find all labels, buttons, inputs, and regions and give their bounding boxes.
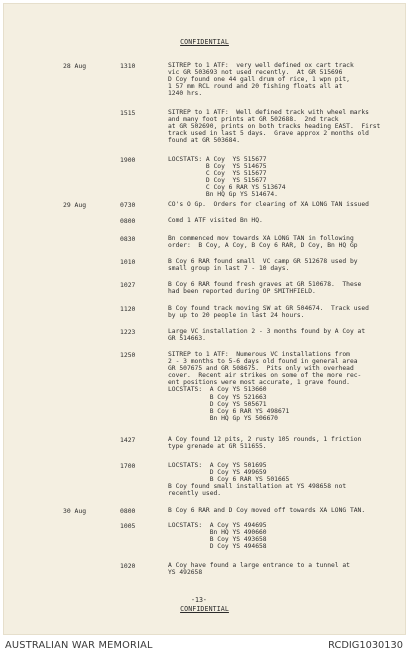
entry-line: D Coy YS 499659 (168, 469, 267, 477)
entry-line: B Coy YS 521663 (168, 393, 267, 401)
entry-text (168, 62, 400, 97)
entry-line: LOCSTATS: A Coy YS 494695 (168, 522, 267, 529)
entry-line: cover. Recent air strikes on some of the more rec- (168, 372, 362, 380)
entry-time: 1020 (120, 562, 136, 570)
entry-line: 2 - 3 months to 5-6 days old found in general area (168, 358, 358, 366)
entry-line: type grenade at GR 511655. (168, 443, 267, 451)
entry-text (168, 328, 400, 342)
entry-line: B Coy YS 493658 (168, 536, 267, 544)
entry-text (168, 522, 400, 550)
entry-time: 1310 (120, 62, 136, 70)
entry-line: B Coy 6 RAR found small VC camp GR 512678 used by (168, 258, 358, 265)
entry-time: 1010 (120, 258, 136, 266)
entry-line: 1 57 mm RCL round and 20 fishing floats all at (168, 83, 343, 91)
entry-line: Bn commenced mov towards XA LONG TAN in following (168, 235, 354, 242)
entry-time: 1120 (120, 305, 136, 313)
entry-text (168, 436, 400, 450)
entry-time: 0730 (120, 201, 136, 209)
entry-line: B Coy found track moving SW at GR 504674. Track used (168, 305, 369, 312)
entry-time: 1223 (120, 328, 136, 336)
entry-line: by up to 20 people in last 24 hours. (168, 312, 305, 320)
entry-text (168, 201, 400, 208)
entry-text (168, 507, 400, 514)
entry-date: 28 Aug (63, 62, 87, 70)
entry-time: 1900 (120, 156, 136, 164)
archive-reference: RCDIG1030130 (328, 640, 403, 651)
entry-line: CO's O Gp. Orders for clearing of XA LONG TAN issued (168, 201, 369, 208)
entry-line: found at GR 503684. (168, 137, 241, 145)
entry-line: Bn HQ Gp YS 506670 (168, 414, 278, 422)
entry-line: GR 507675 and GR 508675. Pits only with overhead (168, 365, 354, 373)
entry-line: B Coy 6 RAR YS 498671 (168, 407, 290, 415)
classification-footer: CONFIDENTIAL (180, 605, 229, 613)
entry-line: and many foot prints at GR 502688. 2nd track (168, 116, 339, 124)
entry-date: 29 Aug (63, 201, 87, 209)
entry-line: recently used. (168, 490, 222, 498)
entry-line: at GR 502690, prints on both tracks heading EAST. First (168, 123, 381, 131)
entry-line: vic GR 503693 not used recently. At GR 515696 (168, 69, 343, 77)
entry-line: A Coy found 12 pits, 2 rusty 105 rounds, 1 friction (168, 436, 362, 443)
entry-line: LOCSTATS: A Coy YS 501695 (168, 462, 267, 469)
entry-text (168, 235, 400, 249)
entry-time: 1250 (120, 351, 136, 359)
entry-text (168, 156, 400, 199)
entry-text (168, 281, 400, 295)
archive-footer-bar (0, 637, 408, 654)
entry-line: Bn HQ YS 490660 (168, 529, 267, 537)
entry-line: C Coy YS 515677 (168, 170, 267, 178)
entry-time: 0800 (120, 507, 136, 515)
entry-line: Bn HQ Gp YS 514674. (168, 191, 278, 199)
entry-text (168, 217, 400, 224)
entry-line: B Coy 6 RAR and D Coy moved off towards XA LONG TAN. (168, 507, 366, 514)
entry-time: 1515 (120, 109, 136, 117)
entry-text (168, 258, 400, 272)
entry-line: B Coy 6 RAR YS 501665 (168, 476, 290, 484)
entry-line: YS 492658 (168, 569, 203, 577)
entry-time: 1700 (120, 462, 136, 470)
entry-line: had been reported during OP SMITHFIELD. (168, 288, 316, 296)
entry-line: order: B Coy, A Coy, B Coy 6 RAR, D Coy, Bn HQ Gp (168, 242, 358, 250)
entry-line: SITREP to 1 ATF: very well defined ox cart track (168, 62, 354, 69)
entry-time: 1427 (120, 436, 136, 444)
entry-line: small group in last 7 - 10 days. (168, 265, 290, 273)
entry-line: C Coy 6 RAR YS 513674 (168, 184, 286, 192)
entry-line: SITREP to 1 ATF: Well defined track with wheel marks (168, 109, 369, 116)
entry-line: D Coy YS 494658 (168, 543, 267, 551)
entry-line: track used in last 5 days. Grave approx 2 months old (168, 130, 369, 138)
entry-line: Comd 1 ATF visited Bn HQ. (168, 217, 263, 224)
entry-text (168, 562, 400, 576)
entry-line: D Coy YS 515677 (168, 177, 267, 185)
entry-line: Large VC installation 2 - 3 months found by A Coy at (168, 328, 366, 335)
entry-line: A Coy have found a large entrance to a tunnel at (168, 562, 350, 569)
entry-line: B Coy YS 514675 (168, 163, 267, 171)
entry-line: B Coy found small installation at YS 498658 not (168, 483, 347, 491)
entry-time: 0800 (120, 217, 136, 225)
entry-line: B Coy 6 RAR found fresh graves at GR 510678. These (168, 281, 362, 288)
entry-line: ent positions were most accurate, 1 grave found. (168, 379, 350, 387)
entry-line: GR 514663. (168, 335, 206, 343)
classification-header: CONFIDENTIAL (180, 38, 229, 46)
entry-text (168, 462, 400, 497)
entry-line: SITREP to 1 ATF: Numerous VC installations from (168, 351, 350, 358)
entry-time: 1005 (120, 522, 136, 530)
entry-text (168, 305, 400, 319)
entry-line: LOCSTATS: A Coy YS 513660 (168, 386, 267, 394)
entry-line: D Coy YS 505671 (168, 400, 267, 408)
entry-date: 30 Aug (63, 507, 87, 515)
entry-text (168, 109, 400, 144)
entry-time: 1027 (120, 281, 136, 289)
entry-text (168, 351, 400, 422)
institution-label: AUSTRALIAN WAR MEMORIAL (5, 640, 153, 651)
document-page (3, 3, 406, 635)
entry-line: D Coy found one 44 gall drum of rice, 1 wpn pit, (168, 76, 350, 84)
page-number: -13- (191, 596, 207, 604)
entry-time: 0830 (120, 235, 136, 243)
entry-line: 1240 hrs. (168, 90, 203, 98)
entry-line: LOCSTATS: A Coy YS 515677 (168, 156, 267, 163)
